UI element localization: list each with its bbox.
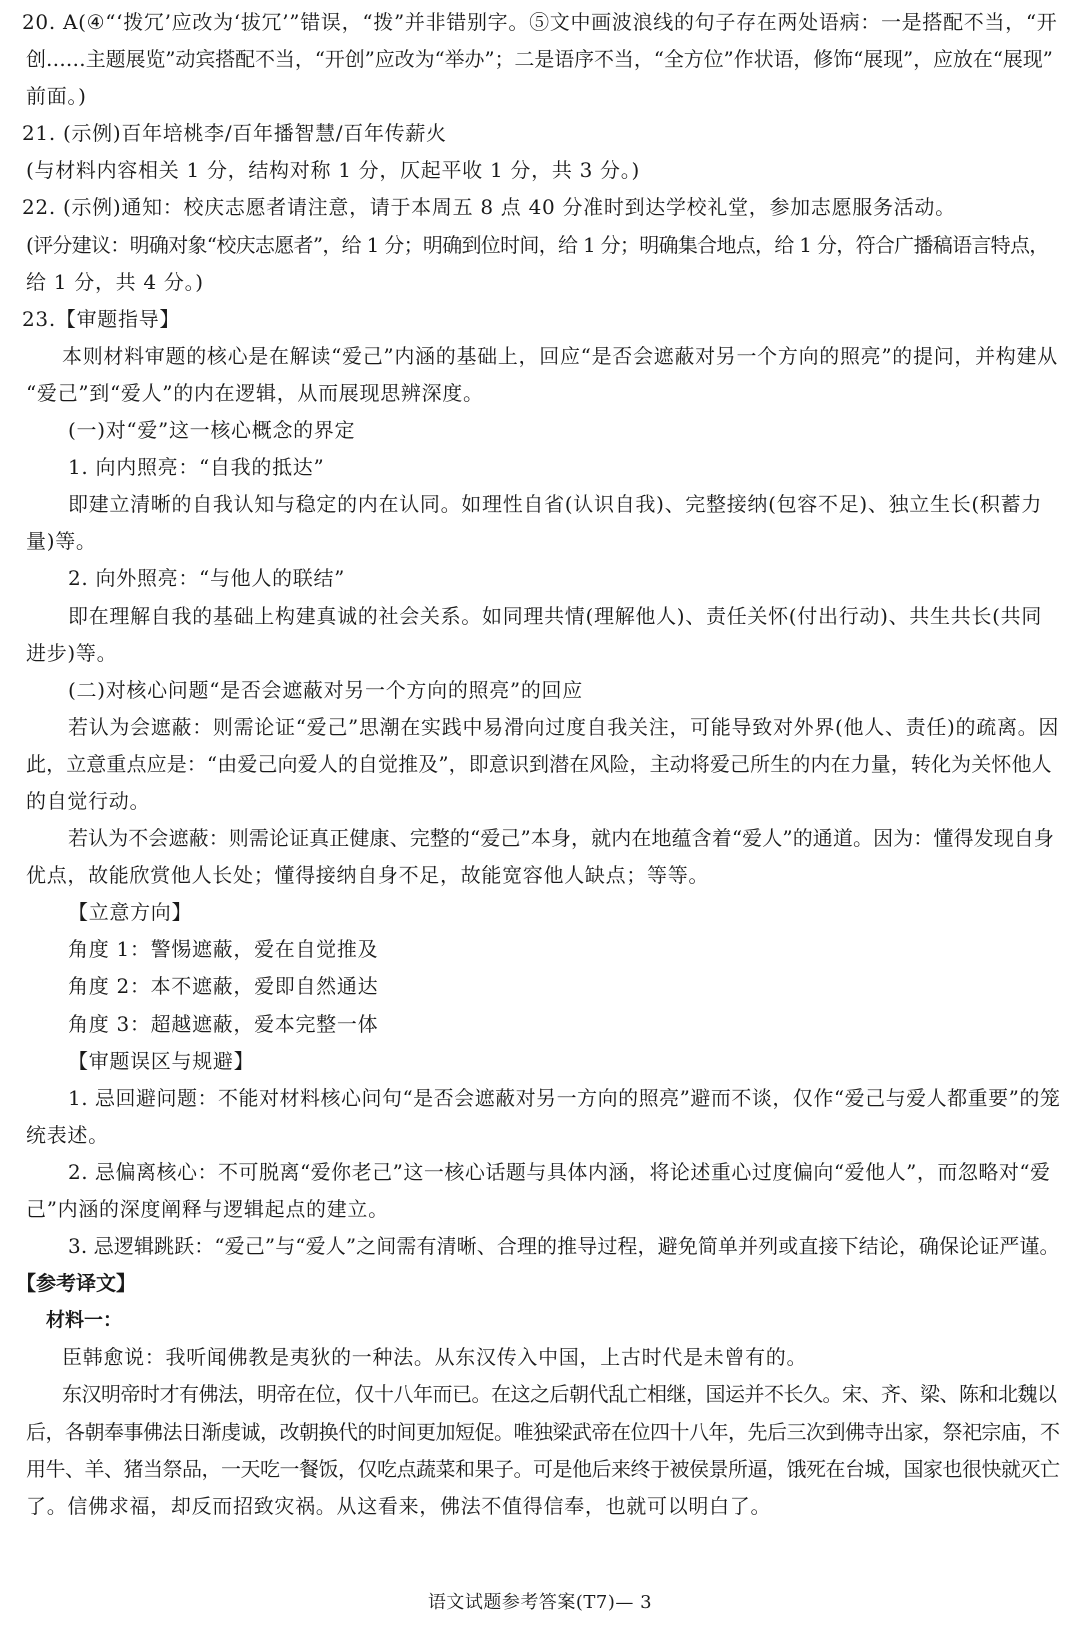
answer-text-line: 优点，故能欣赏他人长处；懂得接纳自身不足，故能宽容他人缺点；等等。: [26, 863, 710, 888]
answer-text-line: 2. 向外照亮：“与他人的联结”: [68, 566, 346, 591]
answer-text-line: 若认为会遮蔽：则需论证“爱己”思潮在实践中易滑向过度自我关注，可能导致对外界(他人、责任)的疏离。因: [68, 714, 1060, 739]
answer-text-line: (评分建议：明确对象“校庆志愿者”，给 1 分；明确到位时间，给 1 分；明确集合地点，给 1 分，符合广播稿语言特点，: [26, 232, 1049, 257]
answer-text-line: 即建立清晰的自我认知与稳定的内在认同。如理性自省(认识自我)、完整接纳(包容不足)、独立生长(积蓄力: [68, 492, 1043, 517]
answer-text-line: 的自觉行动。: [26, 788, 151, 813]
answer-text-line: 量)等。: [26, 529, 97, 554]
answer-text-line: 若认为不会遮蔽：则需论证真正健康、完整的“爱己”本身，就内在地蕴含着“爱人”的通道。因为：懂得发现自身: [68, 826, 1054, 851]
translation-section: [22, 1339, 1060, 1524]
answer-text-line: 角度 1：警惕遮蔽，爱在自觉推及: [68, 937, 379, 962]
answer-text-line: 己”内涵的深度阐释与逻辑起点的建立。: [26, 1197, 389, 1221]
translation-text-line: 东汉明帝时才有佛法，明帝在位，仅十八年而已。在这之后朝代乱亡相继，国运并不长久。宋、齐、梁、陈和北魏以: [62, 1382, 1057, 1407]
answer-section: [22, 4, 1060, 1265]
translation-text-line: 臣韩愈说：我听闻佛教是夷狄的一种法。从东汉传入中国，上古时代是未曾有的。: [62, 1345, 808, 1370]
answer-text-line: 前面。): [26, 84, 87, 109]
answer-page: [16, 4, 1061, 1525]
answer-text-line: 20. A(④“‘拨冗’应改为‘拔冗’”错误，“拨”并非错别字。⑤文中画波浪线的句子存在两处语病：一是搭配不当，“开: [22, 10, 1058, 34]
answer-text-line: 本则材料审题的核心是在解读“爱己”内涵的基础上，回应“是否会遮蔽对另一个方向的照亮”的提问，并构建从: [62, 343, 1058, 368]
translation-text-line: 了。信佛求福，却反而招致灾祸。从这看来，佛法不值得信奉，也就可以明白了。: [26, 1493, 772, 1518]
answer-text-line: 角度 2：本不遮蔽，爱即自然通达: [68, 974, 379, 999]
answer-text-line: (一)对“爱”这一核心概念的界定: [68, 418, 356, 443]
answer-text-line: (与材料内容相关 1 分，结构对称 1 分，仄起平收 1 分，共 3 分。): [26, 158, 640, 183]
translation-text-line: 后，各朝奉事佛法日渐虔诚，改朝换代的时间更加短促。唯独梁武帝在位四十八年，先后三次到佛寺出家，祭祀宗庙，不: [26, 1419, 1060, 1444]
answer-text-line: 给 1 分，共 4 分。): [26, 269, 204, 294]
answer-text-line: 角度 3：超越遮蔽，爱本完整一体: [68, 1011, 379, 1036]
material-one-heading: 材料一：: [46, 1309, 123, 1332]
answer-text-line: (二)对核心问题“是否会遮蔽对另一个方向的照亮”的回应: [68, 677, 583, 702]
answer-text-line: 统表述。: [26, 1122, 109, 1147]
answer-text-line: 1. 忌回避问题：不能对材料核心问句“是否会遮蔽对另一方向的照亮”避而不谈，仅作“爱己与爱人都重要”的笼: [68, 1085, 1061, 1110]
page-footer: 语文试题参考答案(T7)— 3: [427, 1592, 653, 1613]
answer-text-line: 2. 忌偏离核心：不可脱离“爱你老己”这一核心话题与具体内涵，将论述重心过度偏向“爱他人”，而忽略对“爱: [68, 1159, 1051, 1184]
answer-text-line: 【审题误区与规避】: [68, 1048, 255, 1073]
translation-text-line: 用牛、羊、猪当祭品，一天吃一餐饭，仅吃点蔬菜和果子。可是他后来终于被侯景所逼，饿死在台城，国家也很快就灭亡: [26, 1456, 1060, 1481]
answer-text-line: 23.【审题指导】: [22, 306, 181, 331]
answer-text-line: 22. (示例)通知：校庆志愿者请注意，请于本周五 8 点 40 分准时到达学校礼堂，参加志愿服务活动。: [22, 195, 956, 220]
answer-text-line: 进步)等。: [26, 640, 118, 665]
reference-translation-heading: 【参考译文】: [16, 1271, 136, 1296]
answer-text-line: 【立意方向】: [68, 900, 193, 925]
answer-text-line: 创……主题展览”动宾搭配不当，“开创”应改为“举办”；二是语序不当，“全方位”作状语，修饰“展现”，应放在“展现”: [26, 47, 1053, 72]
answer-text-line: 即在理解自我的基础上构建真诚的社会关系。如同理共情(理解他人)、责任关怀(付出行动)、共生共长(共同: [68, 603, 1043, 628]
answer-text-line: 此，立意重点应是：“由爱己向爱人的自觉推及”，即意识到潜在风险，主动将爱己所生的内在力量，转化为关怀他人: [26, 751, 1052, 776]
answer-text-line: 3. 忌逻辑跳跃：“爱己”与“爱人”之间需有清晰、合理的推导过程，避免简单并列或直接下结论，确保论证严谨。: [68, 1234, 1060, 1259]
answer-text-line: 1. 向内照亮：“自我的抵达”: [68, 455, 325, 480]
answer-text-line: 21. (示例)百年培桃李/百年播智慧/百年传薪火: [22, 121, 447, 146]
answer-text-line: “爱己”到“爱人”的内在逻辑，从而展现思辨深度。: [26, 380, 484, 405]
